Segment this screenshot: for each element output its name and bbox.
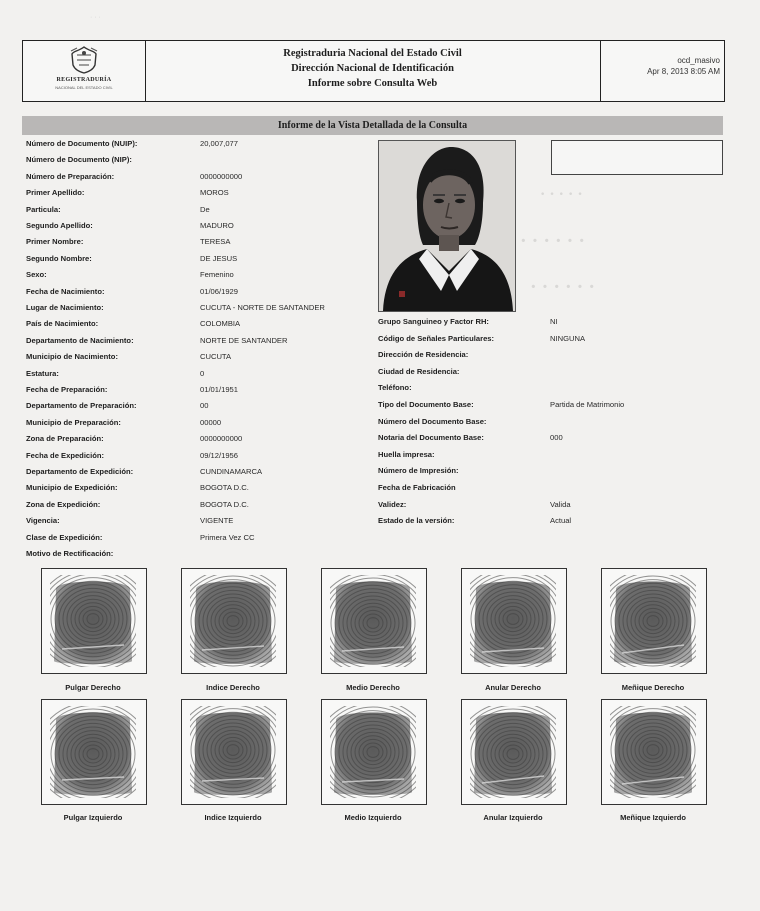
field-label: Dirección de Residencia: [378,350,469,360]
field-value: MOROS [200,188,229,198]
field-label: Municipio de Expedición: [26,483,118,493]
field-value: BOGOTA D.C. [200,499,249,509]
show-through-text: · · · · · · [530,276,596,298]
field-value: MADURO [200,221,234,230]
field-label: Segundo Apellido: [26,221,93,230]
field-label: Número de Preparación: [26,171,115,181]
field-label: Huella impresa: [378,449,435,459]
field-value: NI [550,317,558,326]
field-label: Segundo Nombre: [26,253,92,263]
fingerprint-box [461,699,567,805]
field-label: Tipo del Documento Base: [378,400,474,409]
show-through-text: · · · · · [540,186,583,203]
fingerprint-image [610,706,696,798]
coat-of-arms-icon [69,45,99,75]
field-value: De [200,204,210,214]
query-user: ocd_masivo [677,56,720,65]
empty-box [551,140,723,175]
field-label: Departamento de Expedición: [26,467,134,476]
fingerprint-label: Indice Izquierdo [204,813,262,822]
field-label: Fecha de Preparación: [26,385,108,394]
field-label: País de Nacimiento: [26,319,99,329]
field-label: Fecha de Fabricación [378,483,456,492]
show-through-text: · · · · · · [520,230,586,252]
field-label: Lugar de Nacimiento: [26,303,104,312]
fingerprint-label: Pulgar Izquierdo [63,813,123,822]
field-label: Número de Impresión: [378,466,459,476]
field-label: Primer Apellido: [26,188,85,198]
fingerprint-box [41,699,147,805]
field-value: DE JESUS [200,253,238,263]
field-label: Grupo Sanguineo y Factor RH: [378,317,489,326]
logo-text: REGISTRADURÍA [56,77,112,83]
fingerprint-image [470,706,556,798]
field-label: Vigencia: [26,516,60,526]
fingerprint-box [181,568,287,674]
query-datetime: Apr 8, 2013 8:05 AM [647,67,720,76]
field-label: Código de Señales Particulares: [378,333,495,343]
portrait-image [379,141,515,311]
field-label: Fecha de Expedición: [26,450,105,460]
field-label: Zona de Expedición: [26,499,101,509]
fingerprint-box [41,568,147,674]
fingerprint-box [601,568,707,674]
fingerprint-image [190,575,276,667]
field-label: Número del Documento Base: [378,416,487,426]
fingerprint-label: Indice Derecho [206,683,260,692]
fingerprint-image [50,575,136,667]
field-label: Clase de Expedición: [26,532,103,542]
field-label: Teléfono: [378,383,412,393]
field-value: CUCUTA - NORTE DE SANTANDER [200,303,325,312]
fingerprint-image [50,706,136,798]
field-value: Femenino [200,270,234,280]
field-label: Particula: [26,204,61,214]
field-value: 00000 [200,417,222,427]
field-label: Estatura: [26,368,59,378]
field-value: 0000000000 [200,434,243,444]
fingerprint-image [330,706,416,798]
logo [23,41,146,101]
field-value: 0 [200,368,205,378]
report-title [145,41,601,101]
title-line-1: Registraduria Nacional del Estado Civil [283,48,462,59]
show-through-text: · · · [90,14,101,21]
field-value: CUNDINAMARCA [200,467,263,476]
field-label: Primer Nombre: [26,237,84,247]
fingerprint-label: Medio Derecho [346,683,400,692]
field-value: 01/06/1929 [200,286,239,296]
logo-subtext: NACIONAL DEL ESTADO CIVIL [55,85,113,90]
field-label: Validez: [378,499,407,509]
title-line-2: Dirección Nacional de Identificación [291,63,454,74]
field-label: Departamento de Preparación: [26,401,137,411]
field-value: TERESA [200,237,231,247]
fingerprint-image [470,575,556,667]
field-label: Municipio de Preparación: [26,417,121,427]
fingerprint-label: Meñique Izquierdo [620,813,686,822]
fingerprint-box [181,699,287,805]
field-value: Valida [550,499,571,509]
field-value: BOGOTA D.C. [200,483,249,493]
field-value: 01/01/1951 [200,385,239,394]
section-title: Informe de la Vista Detallada de la Consulta [22,116,723,135]
field-value: 000 [550,433,563,443]
field-label: Estado de la versión: [378,516,455,526]
fingerprint-image [330,575,416,667]
field-label: Ciudad de Residencia: [378,366,460,376]
field-value: Actual [550,516,572,526]
field-label: Municipio de Nacimiento: [26,352,118,362]
query-meta [603,41,723,101]
field-label: Notaria del Documento Base: [378,433,484,443]
field-value: 09/12/1956 [200,450,239,460]
fingerprint-box [321,699,427,805]
field-label: Número de Documento (NUIP): [26,139,138,148]
fingerprint-box [461,568,567,674]
fingerprint-label: Pulgar Derecho [65,683,121,692]
fingerprint-label: Anular Derecho [485,683,541,692]
fingerprint-image [610,575,696,667]
field-value: 0000000000 [200,171,243,181]
fingerprint-box [321,568,427,674]
field-label: Departamento de Nacimiento: [26,335,134,345]
field-label: Número de Documento (NIP): [26,155,132,165]
report-header [22,40,725,102]
field-value: NORTE DE SANTANDER [200,335,288,345]
field-value: COLOMBIA [200,319,241,329]
fingerprint-box [601,699,707,805]
field-label: Motivo de Rectificación: [26,549,114,558]
field-label: Fecha de Nacimiento: [26,286,105,296]
field-label: Sexo: [26,270,47,280]
fingerprint-label: Meñique Derecho [621,683,685,692]
fingerprint-label: Anular Izquierdo [483,813,543,822]
title-line-3: Informe sobre Consulta Web [307,78,438,89]
field-value: 00 [200,401,209,411]
field-value: CUCUTA [200,352,232,362]
field-value: VIGENTE [200,516,234,526]
fingerprint-label: Medio Izquierdo [344,813,402,822]
field-value: Primera Vez CC [200,532,255,542]
field-value: Partida de Matrimonio [550,400,625,409]
field-value: NINGUNA [550,333,586,343]
field-value: 20,007,077 [200,139,239,148]
fingerprint-image [190,706,276,798]
field-label: Zona de Preparación: [26,434,104,444]
portrait-photo [378,140,516,312]
